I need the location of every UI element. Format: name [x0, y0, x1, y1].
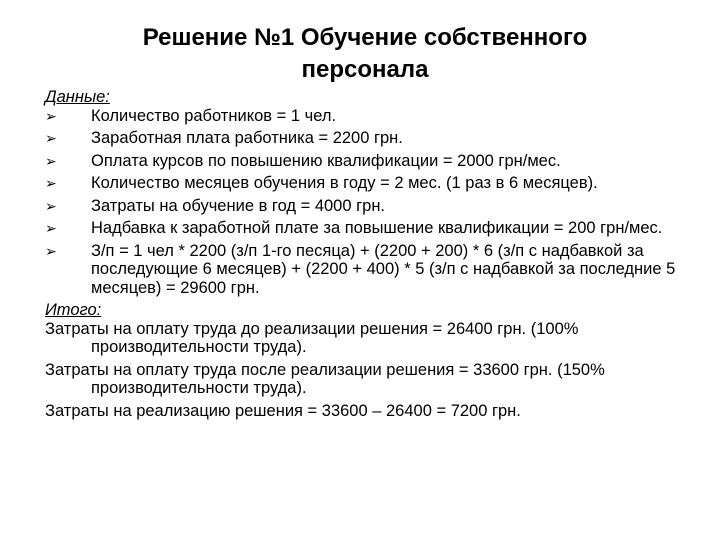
arrow-bullet-icon: ➢ — [45, 197, 57, 214]
list-item-text: Затраты на обучение в год = 4000 грн. — [91, 196, 386, 215]
arrow-bullet-icon: ➢ — [45, 152, 57, 169]
arrow-bullet-icon: ➢ — [45, 220, 57, 236]
list-item — [45, 152, 685, 171]
summary-line-before: Затраты на оплату труда до реализации решения = 26400 грн. (100% производительности труда). — [45, 319, 579, 356]
list-item-text: Количество месяцев обучения в году = 2 мес. (1 раз в 6 месяцев). — [91, 174, 598, 192]
list-item — [45, 107, 685, 126]
data-section-label: Данные: — [45, 88, 110, 106]
summary-line-total: Затраты на реализацию решения = 33600 – 26400 = 7200 грн. — [45, 401, 521, 420]
arrow-bullet-icon: ➢ — [45, 242, 57, 259]
arrow-bullet-icon: ➢ — [45, 130, 57, 146]
data-bullet-list — [45, 107, 685, 298]
list-item — [45, 242, 685, 298]
slide-content — [45, 88, 685, 424]
list-item-text: Количество работников = 1 чел. — [91, 106, 337, 125]
summary-section-label: Итого: — [45, 301, 102, 319]
list-item — [45, 129, 685, 148]
arrow-bullet-icon: ➢ — [45, 107, 57, 124]
list-item-text: Заработная плата работника = 2200 грн. — [91, 129, 403, 147]
list-item-text: Оплата курсов по повышению квалификации = 2000 грн/мес. — [91, 151, 561, 170]
summary-line-after: Затраты на оплату труда после реализации решения = 33600 грн. (150% производительности труда). — [45, 360, 605, 397]
list-item-text: Надбавка к заработной плате за повышение квалификации = 200 грн/мес. — [91, 219, 663, 237]
list-item — [45, 197, 685, 216]
arrow-bullet-icon: ➢ — [45, 175, 57, 191]
slide-title: Решение №1 Обучение собственного персонала — [142, 24, 588, 83]
list-item — [45, 174, 685, 193]
list-item-text: З/п = 1 чел * 2200 (з/п 1-го песяца) + (2200 + 200) * 6 (з/п с надбавкой за последующие 6 месяцев) + (2200 + 400) * 5 (з/п с надбавкой за последние 5 месяцев) = 29600 грн. — [91, 241, 676, 297]
list-item — [45, 219, 685, 238]
